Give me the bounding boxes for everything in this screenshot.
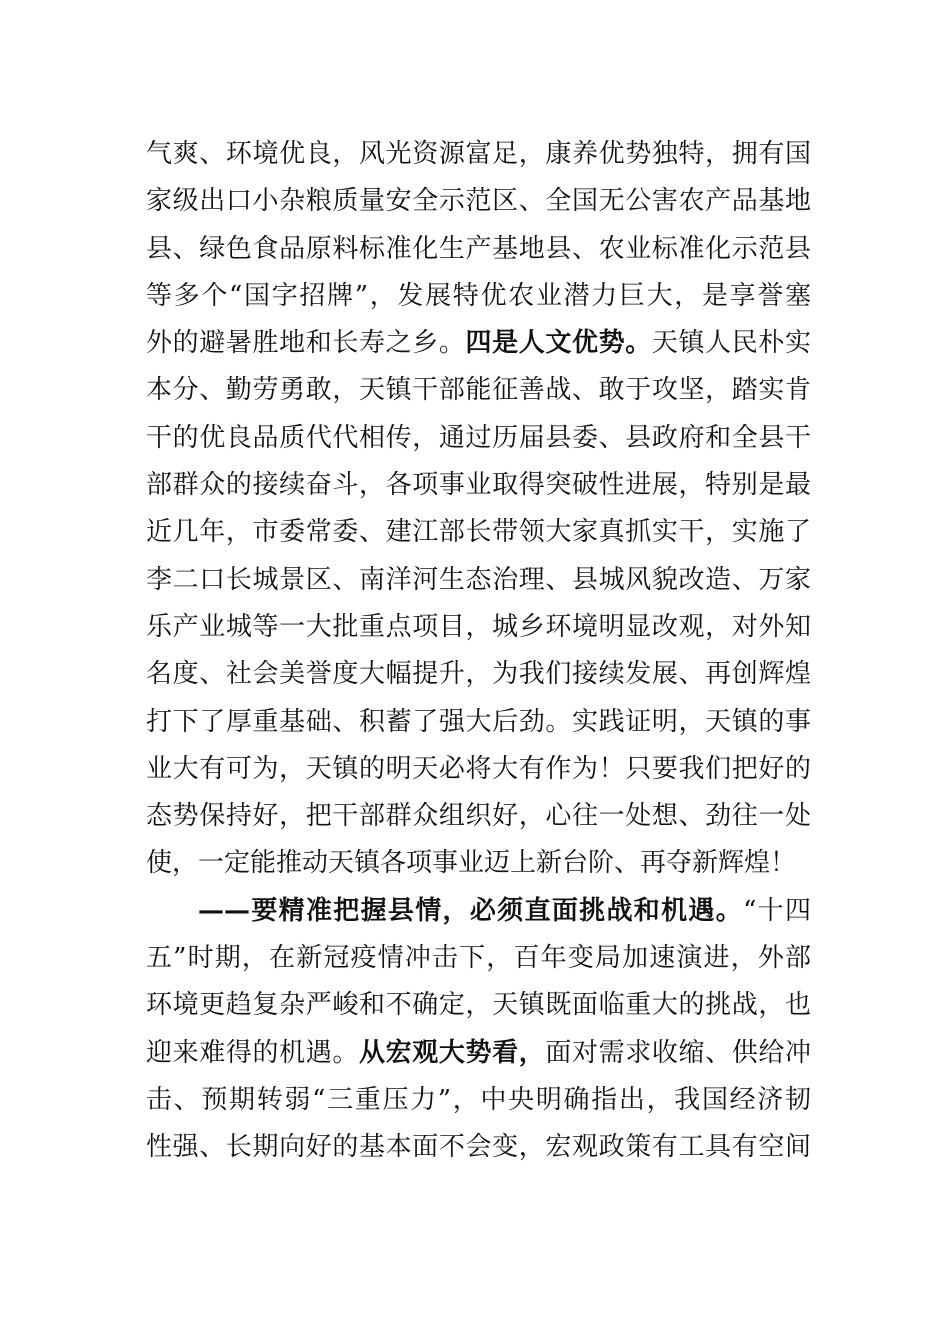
- body-text: [146, 131, 811, 1172]
- text-segment: 乐产业城等一大批重点项目，城乡环境明显改观，对外知: [146, 611, 811, 642]
- text-segment: 外的避暑胜地和长寿之乡。: [146, 328, 466, 359]
- text-segment: 部群众的接续奋斗，各项事业取得突破性进展，特别是最: [146, 470, 811, 501]
- text-segment: 名度、社会美誉度大幅提升，为我们接续发展、再创辉煌: [146, 659, 811, 690]
- text-line: [146, 651, 811, 698]
- text-segment: “十四: [743, 895, 811, 926]
- text-segment: 面对需求收缩、供给冲: [545, 1037, 811, 1068]
- text-line: [146, 415, 811, 462]
- text-line: [146, 840, 811, 887]
- text-segment: 县、绿色食品原料标准化生产基地县、农业标准化示范县: [146, 233, 811, 264]
- text-line: [146, 226, 811, 273]
- text-segment: 近几年，市委常委、建江部长带领大家真抓实干，实施了: [146, 517, 811, 548]
- text-line: [146, 320, 811, 367]
- text-segment: 家级出口小杂粮质量安全示范区、全国无公害农产品基地: [146, 186, 811, 217]
- text-line: [146, 604, 811, 651]
- text-segment: 李二口长城景区、南洋河生态治理、县城风貌改造、万家: [146, 564, 811, 595]
- text-line: [146, 982, 811, 1029]
- text-line: [146, 935, 811, 982]
- bold-text-segment: ——要精准把握县情，必须直面挑战和机遇。: [198, 895, 744, 926]
- text-segment: 气爽、环境优良，风光资源富足，康养优势独特，拥有国: [146, 139, 811, 169]
- text-segment: 等多个“国字招牌”，发展特优农业潜力巨大，是享誉塞: [146, 280, 811, 311]
- text-segment: 环境更趋复杂严峻和不确定，天镇既面临重大的挑战，也: [146, 990, 811, 1021]
- text-segment: 迎来难得的机遇。: [146, 1037, 359, 1068]
- text-line: [146, 462, 811, 509]
- text-segment: 态势保持好，把干部群众组织好，心往一处想、劲往一处: [146, 801, 811, 832]
- text-segment: 天镇人民朴实: [651, 328, 811, 359]
- text-line: [146, 746, 811, 793]
- text-line: [146, 557, 811, 604]
- text-line: [146, 793, 811, 840]
- text-segment: 击、预期转弱“三重压力”，中央明确指出，我国经济韧: [146, 1084, 811, 1115]
- text-line: [146, 178, 811, 225]
- text-line: [146, 888, 811, 935]
- text-line: [146, 1124, 811, 1171]
- text-segment: 五”时期，在新冠疫情冲击下，百年变局加速演进，外部: [146, 943, 811, 974]
- text-segment: 业大有可为，天镇的明天必将大有作为！只要我们把好的: [146, 753, 811, 784]
- text-line: [146, 131, 811, 178]
- text-line: [146, 273, 811, 320]
- bold-text-segment: 四是人文优势。: [465, 328, 652, 359]
- text-segment: 干的优良品质代代相传，通过历届县委、县政府和全县干: [146, 422, 811, 453]
- text-segment: 性强、长期向好的基本面不会变，宏观政策有工具有空间: [146, 1132, 811, 1163]
- text-line: [146, 509, 811, 556]
- text-line: [146, 367, 811, 414]
- text-segment: 使，一定能推动天镇各项事业迈上新台阶、再夺新辉煌！: [146, 848, 797, 879]
- text-segment: 本分、勤劳勇敢，天镇干部能征善战、敢于攻坚，踏实肯: [146, 375, 811, 406]
- text-segment: 打下了厚重基础、积蓄了强大后劲。实践证明，天镇的事: [146, 706, 811, 737]
- text-line: [146, 1077, 811, 1124]
- text-line: [146, 699, 811, 746]
- bold-text-segment: 从宏观大势看，: [359, 1037, 546, 1068]
- text-line: [146, 1030, 811, 1077]
